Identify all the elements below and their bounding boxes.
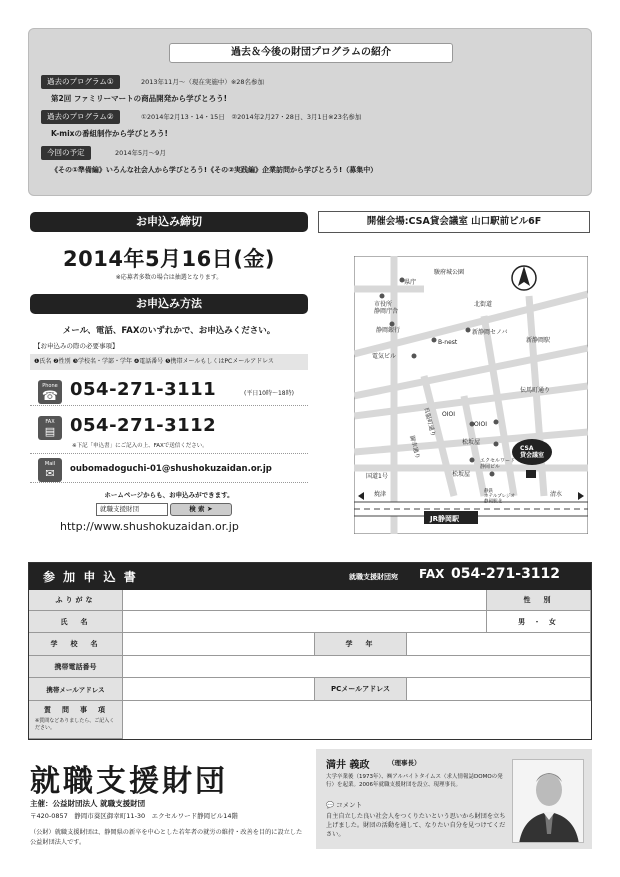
program-title-2: K-mixの番組制作から学びとろう! [51, 129, 168, 138]
map-label-marui2: OIOI [474, 421, 487, 428]
map-label-csa: CSA 貸会議室 [520, 445, 545, 459]
map-label-hotel: 静鉄ホテルプレジオ静岡駅北 [484, 489, 515, 505]
map-label-shiyakusho: 市役所静岡庁舎 [374, 301, 399, 315]
mail-row [30, 457, 308, 483]
map-label-matsuzakaya2: 松坂屋 [452, 471, 471, 478]
programs-panel [28, 28, 592, 196]
map-label-kencho: 県庁 [404, 279, 417, 286]
apply-description: メール、電話、FAXのいずれかで、お申込みください。 [62, 326, 276, 336]
map-label-endword: エクセルワード静岡ビル [480, 458, 516, 470]
map-label-denki: 電気ビル [372, 353, 397, 360]
mail-icon-label: Mail [44, 461, 56, 467]
school-label: 学 校 名 [29, 633, 123, 656]
question-label-cell [29, 701, 123, 739]
org-host: 主催：公益財団法人 就職支援財団 [30, 799, 146, 808]
deadline-header: お申込み締切 [30, 212, 308, 232]
form-to: 就職支援財団宛 [349, 573, 398, 581]
map-label-bnest: B-nest [438, 339, 458, 346]
comment-label: コメント [336, 801, 363, 809]
deadline-note: ※応募者多数の場合は抽選となります。 [115, 274, 223, 281]
grade-label: 学 年 [315, 633, 407, 656]
map-label-kitakaido: 北街道 [474, 301, 493, 308]
tel-number[interactable]: 054-271-3111 [70, 379, 217, 400]
search-button-label: 検 索 [189, 505, 205, 513]
map-label-oyokocho: 御幸通り [408, 434, 422, 460]
fax-note: ※下記「申込書」にご記入の上、FAXで送信ください。 [72, 443, 208, 449]
access-map [354, 256, 588, 534]
mobile-label: 携帯電話番号 [29, 656, 123, 678]
search-input[interactable]: 就職支援財団 [96, 503, 168, 516]
mobile-field[interactable] [123, 656, 591, 678]
search-button[interactable] [170, 503, 232, 516]
pc-mail-label: PCメールアドレス [315, 678, 407, 701]
profile-bio: 大学卒業後（1973年）、㈱アルバイトタイムス（求人情報誌DOMOの発行）を起業。2006年就職支援財団を設立、現理事長。 [326, 774, 503, 788]
map-label-station: JR静岡駅 [430, 515, 459, 523]
cursor-icon: ➤ [206, 505, 213, 513]
deadline-date: 2014年5月16日(金) [63, 247, 275, 271]
program-note-3: 2014年5月～9月 [115, 149, 166, 157]
web-text: ホームページからも、お申込みができます。 [104, 491, 234, 499]
question-note: ※質問などありましたら、ご記入ください。 [35, 718, 115, 731]
phone-icon: Phone ☎ [38, 380, 62, 404]
program-tag-2: 過去のプログラム② [41, 110, 120, 124]
org-description: （公財）就職支援財団は、静岡県の新卒を中心とした若年者の就労の維持・改善を目的に設立した公益財団法人です。 [30, 829, 303, 846]
apply-header: お申込み方法 [30, 294, 308, 314]
school-field[interactable] [123, 633, 315, 656]
name-field[interactable] [123, 611, 487, 633]
csa-marker [526, 470, 536, 478]
question-label: 質 問 事 項 [44, 706, 107, 714]
venue-label: 開催会場:CSA貸会議室 山口駅前ビル6F [318, 211, 590, 233]
name-label: 氏 名 [29, 611, 123, 633]
mobile-mail-label: 携帯メールアドレス [29, 678, 123, 701]
form-header [29, 563, 591, 590]
program-title-1: 第2回 ファミリーマートの商品開発から学びとろう! [51, 94, 228, 103]
org-address: 〒420-0857 静岡市葵区御幸町11-30 エクセルワード静岡ビル14階 [30, 812, 238, 820]
mobile-mail-field[interactable] [123, 678, 315, 701]
profile-role: （理事長） [388, 759, 421, 767]
program-tag-1: 過去のプログラム① [41, 75, 120, 89]
profile-comment: 自主自立した良い社会人をつくりたいという思いから財団を立ち上げました。財団の活動を通して、なりたい自分を見つけてください。 [326, 813, 506, 838]
tel-hours: (平日10時～18時) [244, 390, 294, 397]
profile-photo [512, 759, 584, 843]
gender-label: 性 別 [487, 590, 591, 611]
org-logo: 就職支援財団 [30, 764, 228, 799]
map-label-sunpu: 駿府城公園 [434, 269, 465, 276]
required-title: 【お申込みの際の必要事項】 [34, 342, 119, 350]
map-label-yaizu: 焼津 [374, 491, 387, 498]
fax-icon: FAX ▤ [38, 416, 62, 440]
required-items: ❶氏名 ❷性別 ❸学校名・学部・学年 ❹電話番号 ❺携帯メールもしくはPCメールアドレス [30, 354, 308, 370]
profile-box [316, 749, 592, 849]
map-label-shizuginko: 静岡銀行 [376, 327, 401, 334]
map-label-seinopu: 新静岡セノバ [472, 329, 508, 336]
map-label-shimizu: 清水 [550, 491, 563, 498]
map-label-kokudo: 国道1号 [366, 473, 388, 480]
mail-icon: Mail ✉ [38, 458, 62, 482]
map-label-shinshizuoka: 新静岡駅 [526, 337, 551, 344]
fax-row [30, 414, 308, 454]
tel-row [30, 378, 308, 406]
map-label-denba: 伝馬町通り [520, 387, 551, 394]
map-label-gofuku: 呉服町通り [422, 406, 437, 438]
fax-number[interactable]: 054-271-3112 [70, 415, 217, 436]
form-fax-label: FAX [419, 567, 445, 581]
phone-icon-label: Phone [42, 383, 58, 389]
website-url[interactable]: http://www.shushokuzaidan.or.jp [60, 520, 239, 533]
furigana-field[interactable] [123, 590, 487, 611]
program-tag-3: 今回の予定 [41, 146, 91, 160]
email-address[interactable]: oubomadoguchi-01@shushokuzaidan.or.jp [70, 464, 272, 474]
form-fax-number: 054-271-3112 [451, 566, 561, 582]
map-label-marui1: OIOI [442, 411, 455, 418]
gender-options[interactable]: 男 ・ 女 [487, 611, 591, 633]
programs-title: 過去＆今後の財団プログラムの紹介 [169, 43, 453, 63]
furigana-label: ふりがな [29, 590, 123, 611]
question-field[interactable] [123, 701, 591, 739]
program-title-3: 《その①準備編》いろんな社会人から学びとろう!《その②実践編》企業訪問から学びとろう!（募集中） [51, 166, 378, 174]
program-note-2: ①2014年2月13・14・15日 ②2014年2月27・28日、3月1日※23名参加 [141, 113, 362, 121]
comment-icon: 💬 [326, 801, 335, 809]
person-icon [513, 760, 584, 843]
form-title: 参 加 申 込 書 [43, 570, 138, 584]
grade-field[interactable] [407, 633, 591, 656]
program-note-1: 2013年11月～（現在実施中）※28名参加 [141, 78, 265, 86]
application-form [28, 562, 592, 740]
comment-label-row [326, 800, 362, 809]
pc-mail-field[interactable] [407, 678, 591, 701]
fax-icon-label: FAX [45, 419, 55, 425]
map-label-matsuzakaya1: 松坂屋 [462, 439, 481, 446]
profile-name: 満井 義政 [326, 760, 370, 771]
